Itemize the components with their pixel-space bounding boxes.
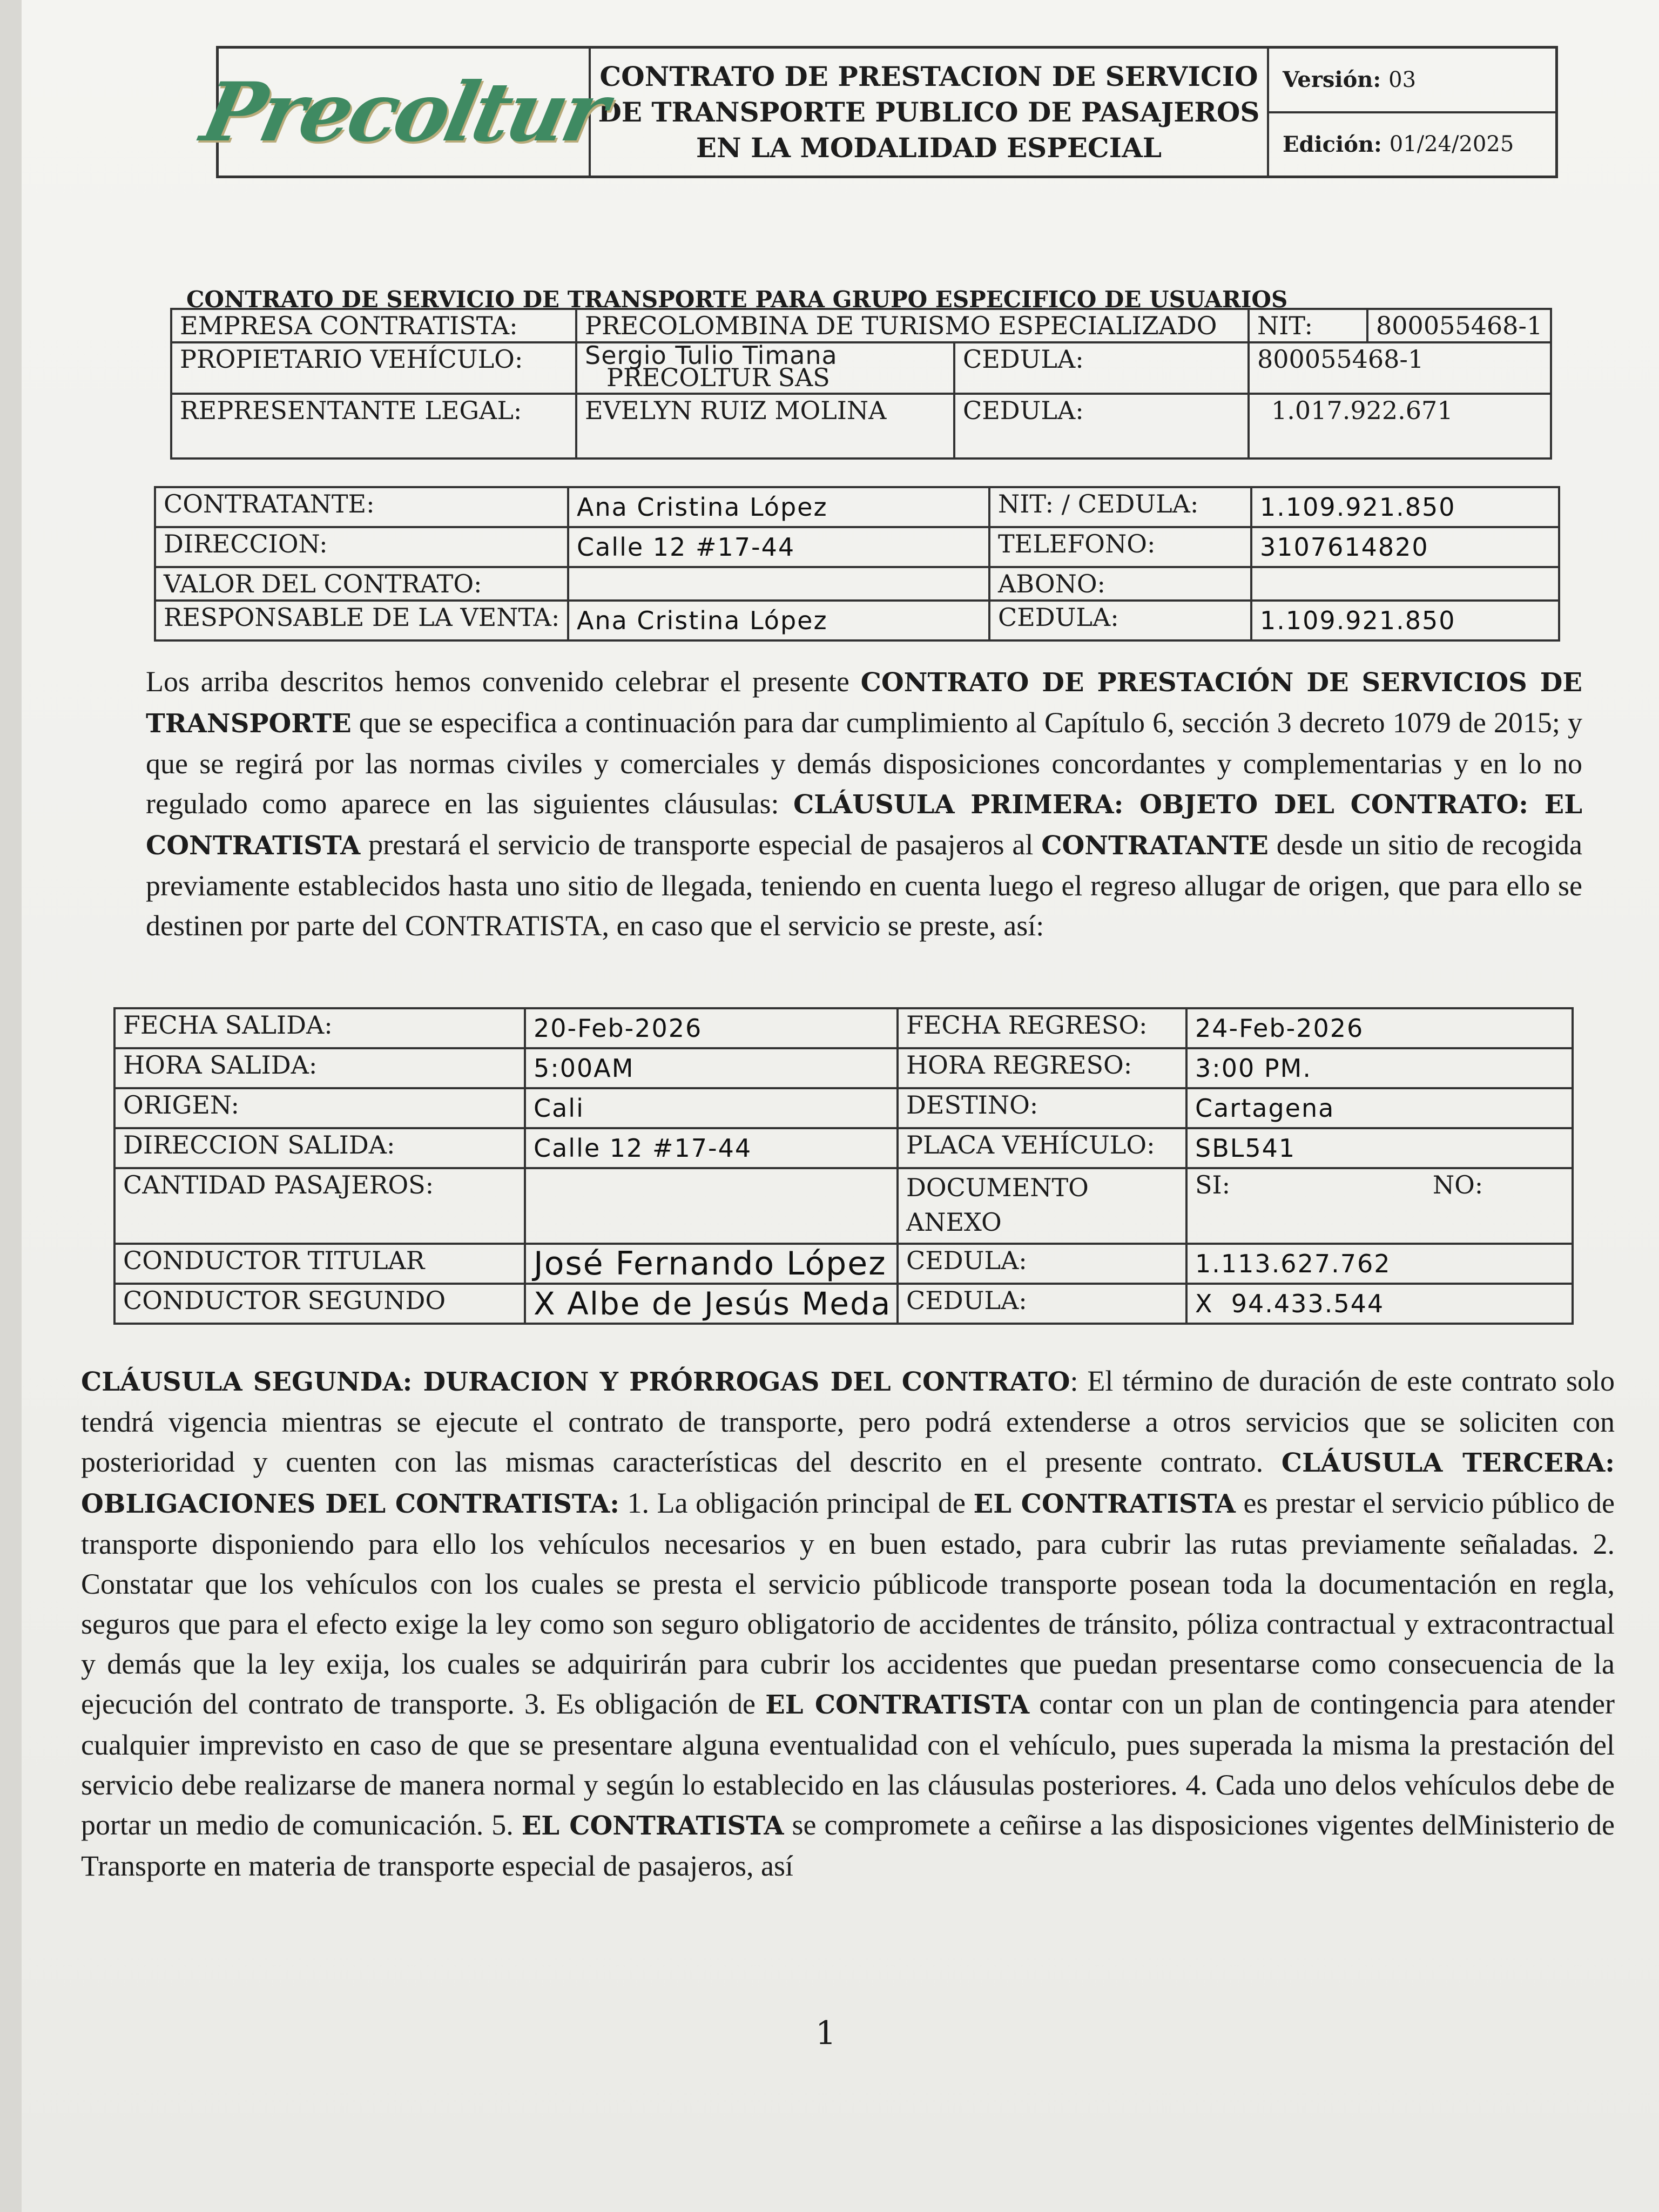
contractor-table — [170, 308, 1552, 460]
cedula2-label: CEDULA: — [898, 1284, 1186, 1324]
fecha-salida-value: 20-Feb-2026 — [525, 1008, 898, 1048]
cedula1-value: 1.113.627.762 — [1186, 1244, 1573, 1284]
page-number: 1 — [815, 2014, 837, 2052]
table-row — [171, 394, 1551, 458]
clause-text-3: es prestar el servicio público de transporte disponiendo para ello los vehículos necesarios y en buen estado, para cubrir las rutas previamente señaladas. 2. Constatar que los vehículos con los cuales se presta el servicio públicode transporte posean toda la documentación en regla, seguros que para el efecto exige la ley como son seguro obligatorio de accidentes de tránsito, póliza contractual y extracontractual y demás que la ley exija, los cuales se adquirirán para cubrir los accidentes que puedan presentarse como consecuencia de la ejecución del contrato de transporte. 3. Es obligación de — [81, 1487, 1615, 1720]
abono-value — [1251, 567, 1559, 601]
direccion-salida-value: Calle 12 #17-44 — [525, 1128, 898, 1168]
telefono-label: TELEFONO: — [989, 527, 1251, 567]
si-label: SI: — [1195, 1170, 1231, 1199]
hora-regreso-label: HORA REGRESO: — [898, 1048, 1186, 1088]
contratante-value: Ana Cristina López — [568, 487, 989, 527]
cedula2-value: X 94.433.544 — [1186, 1284, 1573, 1324]
conductor2-value: X Albe de Jesús Meda — [525, 1284, 898, 1324]
placa-value: SBL541 — [1186, 1128, 1573, 1168]
version-row — [1269, 49, 1555, 113]
hora-salida-value: 5:00AM — [525, 1048, 898, 1088]
destino-label: DESTINO: — [898, 1088, 1186, 1128]
trip-table — [113, 1007, 1574, 1325]
legal-id-label: CEDULA: — [954, 394, 1249, 458]
owner-handwritten: Sergio Tulio Timana — [585, 342, 838, 370]
version-label: Versión: — [1283, 67, 1381, 93]
no-label: NO: — [1432, 1170, 1483, 1199]
responsable-cedula-label: CEDULA: — [989, 601, 1251, 640]
direccion-salida-label: DIRECCION SALIDA: — [114, 1128, 525, 1168]
title-line-2: DE TRANSPORTE PUBLICO DE PASAJEROS — [598, 96, 1260, 128]
table-row — [114, 1284, 1573, 1324]
origen-label: ORIGEN: — [114, 1088, 525, 1128]
intro-text-1: Los arriba descritos hemos convenido celebrar el presente — [146, 665, 861, 698]
legal-label: REPRESENTANTE LEGAL: — [171, 394, 576, 458]
legal-id-value: 1.017.922.671 — [1249, 394, 1551, 458]
responsable-cedula-value: 1.109.921.850 — [1251, 601, 1559, 640]
abono-label: ABONO: — [989, 567, 1251, 601]
owner-value: PRECOLTUR SAS — [606, 363, 830, 392]
hora-salida-label: HORA SALIDA: — [114, 1048, 525, 1088]
clause-text-2: 1. La obligación principal de — [619, 1487, 974, 1519]
valor-label: VALOR DEL CONTRATO: — [155, 567, 568, 601]
owner-id-label: CEDULA: — [954, 342, 1249, 394]
direccion-label: DIRECCION: — [155, 527, 568, 567]
version-value: 03 — [1388, 67, 1417, 92]
nit-label: NIT: — [1249, 309, 1367, 342]
document-title — [591, 49, 1269, 176]
telefono-value: 3107614820 — [1251, 527, 1559, 567]
edition-row — [1269, 113, 1555, 176]
title-line-1: CONTRATO DE PRESTACION DE SERVICIO — [599, 60, 1258, 92]
table-row — [114, 1168, 1573, 1244]
company-value: PRECOLOMBINA DE TURISMO ESPECIALIZADO — [576, 309, 1249, 342]
fecha-regreso-value: 24-Feb-2026 — [1186, 1008, 1573, 1048]
table-row — [114, 1244, 1573, 1284]
intro-bold-3: CONTRATANTE — [1041, 831, 1269, 861]
intro-text-2: que se especifica a continuación para dar cumplimiento al Capítulo 6, sección 3 decreto 1079 de 2015; y que se regirá por las normas civiles y comerciales y demás disposiciones concordantes y complementarias y en lo no regulado como aparece en las siguientes cláusulas: — [146, 706, 1582, 820]
clause-bold-2: CLÁUSULA TERCERA: OBLIGACIONES DEL CONTRATISTA: — [81, 1448, 1615, 1519]
table-row — [155, 527, 1559, 567]
responsable-label: RESPONSABLE DE LA VENTA: — [155, 601, 568, 640]
clause-text-1: : El término de duración de este contrato solo tendrá vigencia mientras se ejecute el contrato de transporte, pero podrá extenderse a otros servicios que se soliciten con posterioridad y cuenten con las mismas características del descrito en el presente contrato. — [81, 1365, 1615, 1478]
intro-bold-2: CLÁUSULA PRIMERA: OBJETO DEL CONTRATO: EL CONTRATISTA — [146, 790, 1582, 861]
anexo-label-text: DOCUMENTO ANEXO — [906, 1173, 1089, 1237]
clause-text-4: contar con un plan de contingencia para atender cualquier imprevisto en caso de que se presentare alguna eventualidad con el vehículo, pues superada la misma la prestación del servicio debe realizarse de manera normal y según lo establecido en las cláusulas posteriores. 4. Cada uno delos vehículos debe de portar un medio de comunicación. 5. — [81, 1688, 1615, 1841]
anexo-options — [1186, 1168, 1573, 1244]
intro-text-4: desde un sitio de recogida previamente establecidos hasta uno sitio de llegada, teniendo en cuenta luego el regreso allugar de origen, que para ello se destinen por parte del CONTRATISTA, en caso que el servicio se preste, así: — [146, 828, 1582, 942]
contratante-label: CONTRATANTE: — [155, 487, 568, 527]
company-logo — [194, 49, 613, 176]
table-row — [155, 601, 1559, 640]
destino-value: Cartagena — [1186, 1088, 1573, 1128]
conductor2-label: CONDUCTOR SEGUNDO — [114, 1284, 525, 1324]
logo-text: Precoltur — [194, 64, 613, 160]
clause-bold-1: CLÁUSULA SEGUNDA: DURACION Y PRÓRROGAS DEL CONTRATO — [81, 1367, 1070, 1397]
clause-bold-3: EL CONTRATISTA — [973, 1489, 1236, 1519]
owner-id-value: 800055468-1 — [1249, 342, 1551, 394]
clauses-paragraph — [81, 1361, 1615, 1886]
client-table — [154, 486, 1560, 642]
cedula1-label: CEDULA: — [898, 1244, 1186, 1284]
intro-text-3: prestará el servicio de transporte especial de pasajeros al — [360, 828, 1042, 861]
table-row — [155, 487, 1559, 527]
client-nit-value: 1.109.921.850 — [1251, 487, 1559, 527]
valor-value — [568, 567, 989, 601]
fecha-salida-label: FECHA SALIDA: — [114, 1008, 525, 1048]
company-label: EMPRESA CONTRATISTA: — [171, 309, 576, 342]
intro-paragraph — [146, 662, 1582, 946]
origen-value: Cali — [525, 1088, 898, 1128]
direccion-value: Calle 12 #17-44 — [568, 527, 989, 567]
clause-bold-4: EL CONTRATISTA — [765, 1690, 1030, 1720]
version-box — [1269, 49, 1555, 176]
clause-bold-5: EL CONTRATISTA — [521, 1811, 784, 1841]
document-page — [22, 0, 1659, 2212]
legal-value: EVELYN RUIZ MOLINA — [576, 394, 954, 458]
owner-cell — [576, 342, 954, 394]
table-row — [114, 1048, 1573, 1088]
conductor1-value: José Fernando López — [525, 1244, 898, 1284]
title-line-3: EN LA MODALIDAD ESPECIAL — [696, 131, 1162, 164]
table-row — [171, 309, 1551, 342]
responsable-value: Ana Cristina López — [568, 601, 989, 640]
table-row — [114, 1008, 1573, 1048]
owner-label: PROPIETARIO VEHÍCULO: — [171, 342, 576, 394]
edition-value: 01/24/2025 — [1389, 132, 1514, 157]
hora-regreso-value: 3:00 PM. — [1186, 1048, 1573, 1088]
intro-bold-1: CONTRATO DE PRESTACIÓN DE SERVICIOS DE TRANSPORTE — [146, 667, 1582, 739]
table-row — [114, 1128, 1573, 1168]
placa-label: PLACA VEHÍCULO: — [898, 1128, 1186, 1168]
pasajeros-label: CANTIDAD PASAJEROS: — [114, 1168, 525, 1244]
contract-subtitle: CONTRATO DE SERVICIO DE TRANSPORTE PARA GRUPO ESPECIFICO DE USUARIOS — [186, 286, 1288, 313]
table-row — [171, 342, 1551, 394]
nit-value: 800055468-1 — [1367, 309, 1551, 342]
table-row — [114, 1088, 1573, 1128]
clause-text-5: se compromete a ceñirse a las disposiciones vigentes delMinisterio de Transporte en materia de transporte especial de pasajeros, así — [81, 1809, 1615, 1882]
document-header — [194, 46, 1558, 178]
fecha-regreso-label: FECHA REGRESO: — [898, 1008, 1186, 1048]
edition-label: Edición: — [1283, 131, 1382, 157]
table-row — [155, 567, 1559, 601]
pasajeros-value — [525, 1168, 898, 1244]
anexo-label — [898, 1168, 1186, 1244]
client-nit-label: NIT: / CEDULA: — [989, 487, 1251, 527]
conductor1-label: CONDUCTOR TITULAR — [114, 1244, 525, 1284]
